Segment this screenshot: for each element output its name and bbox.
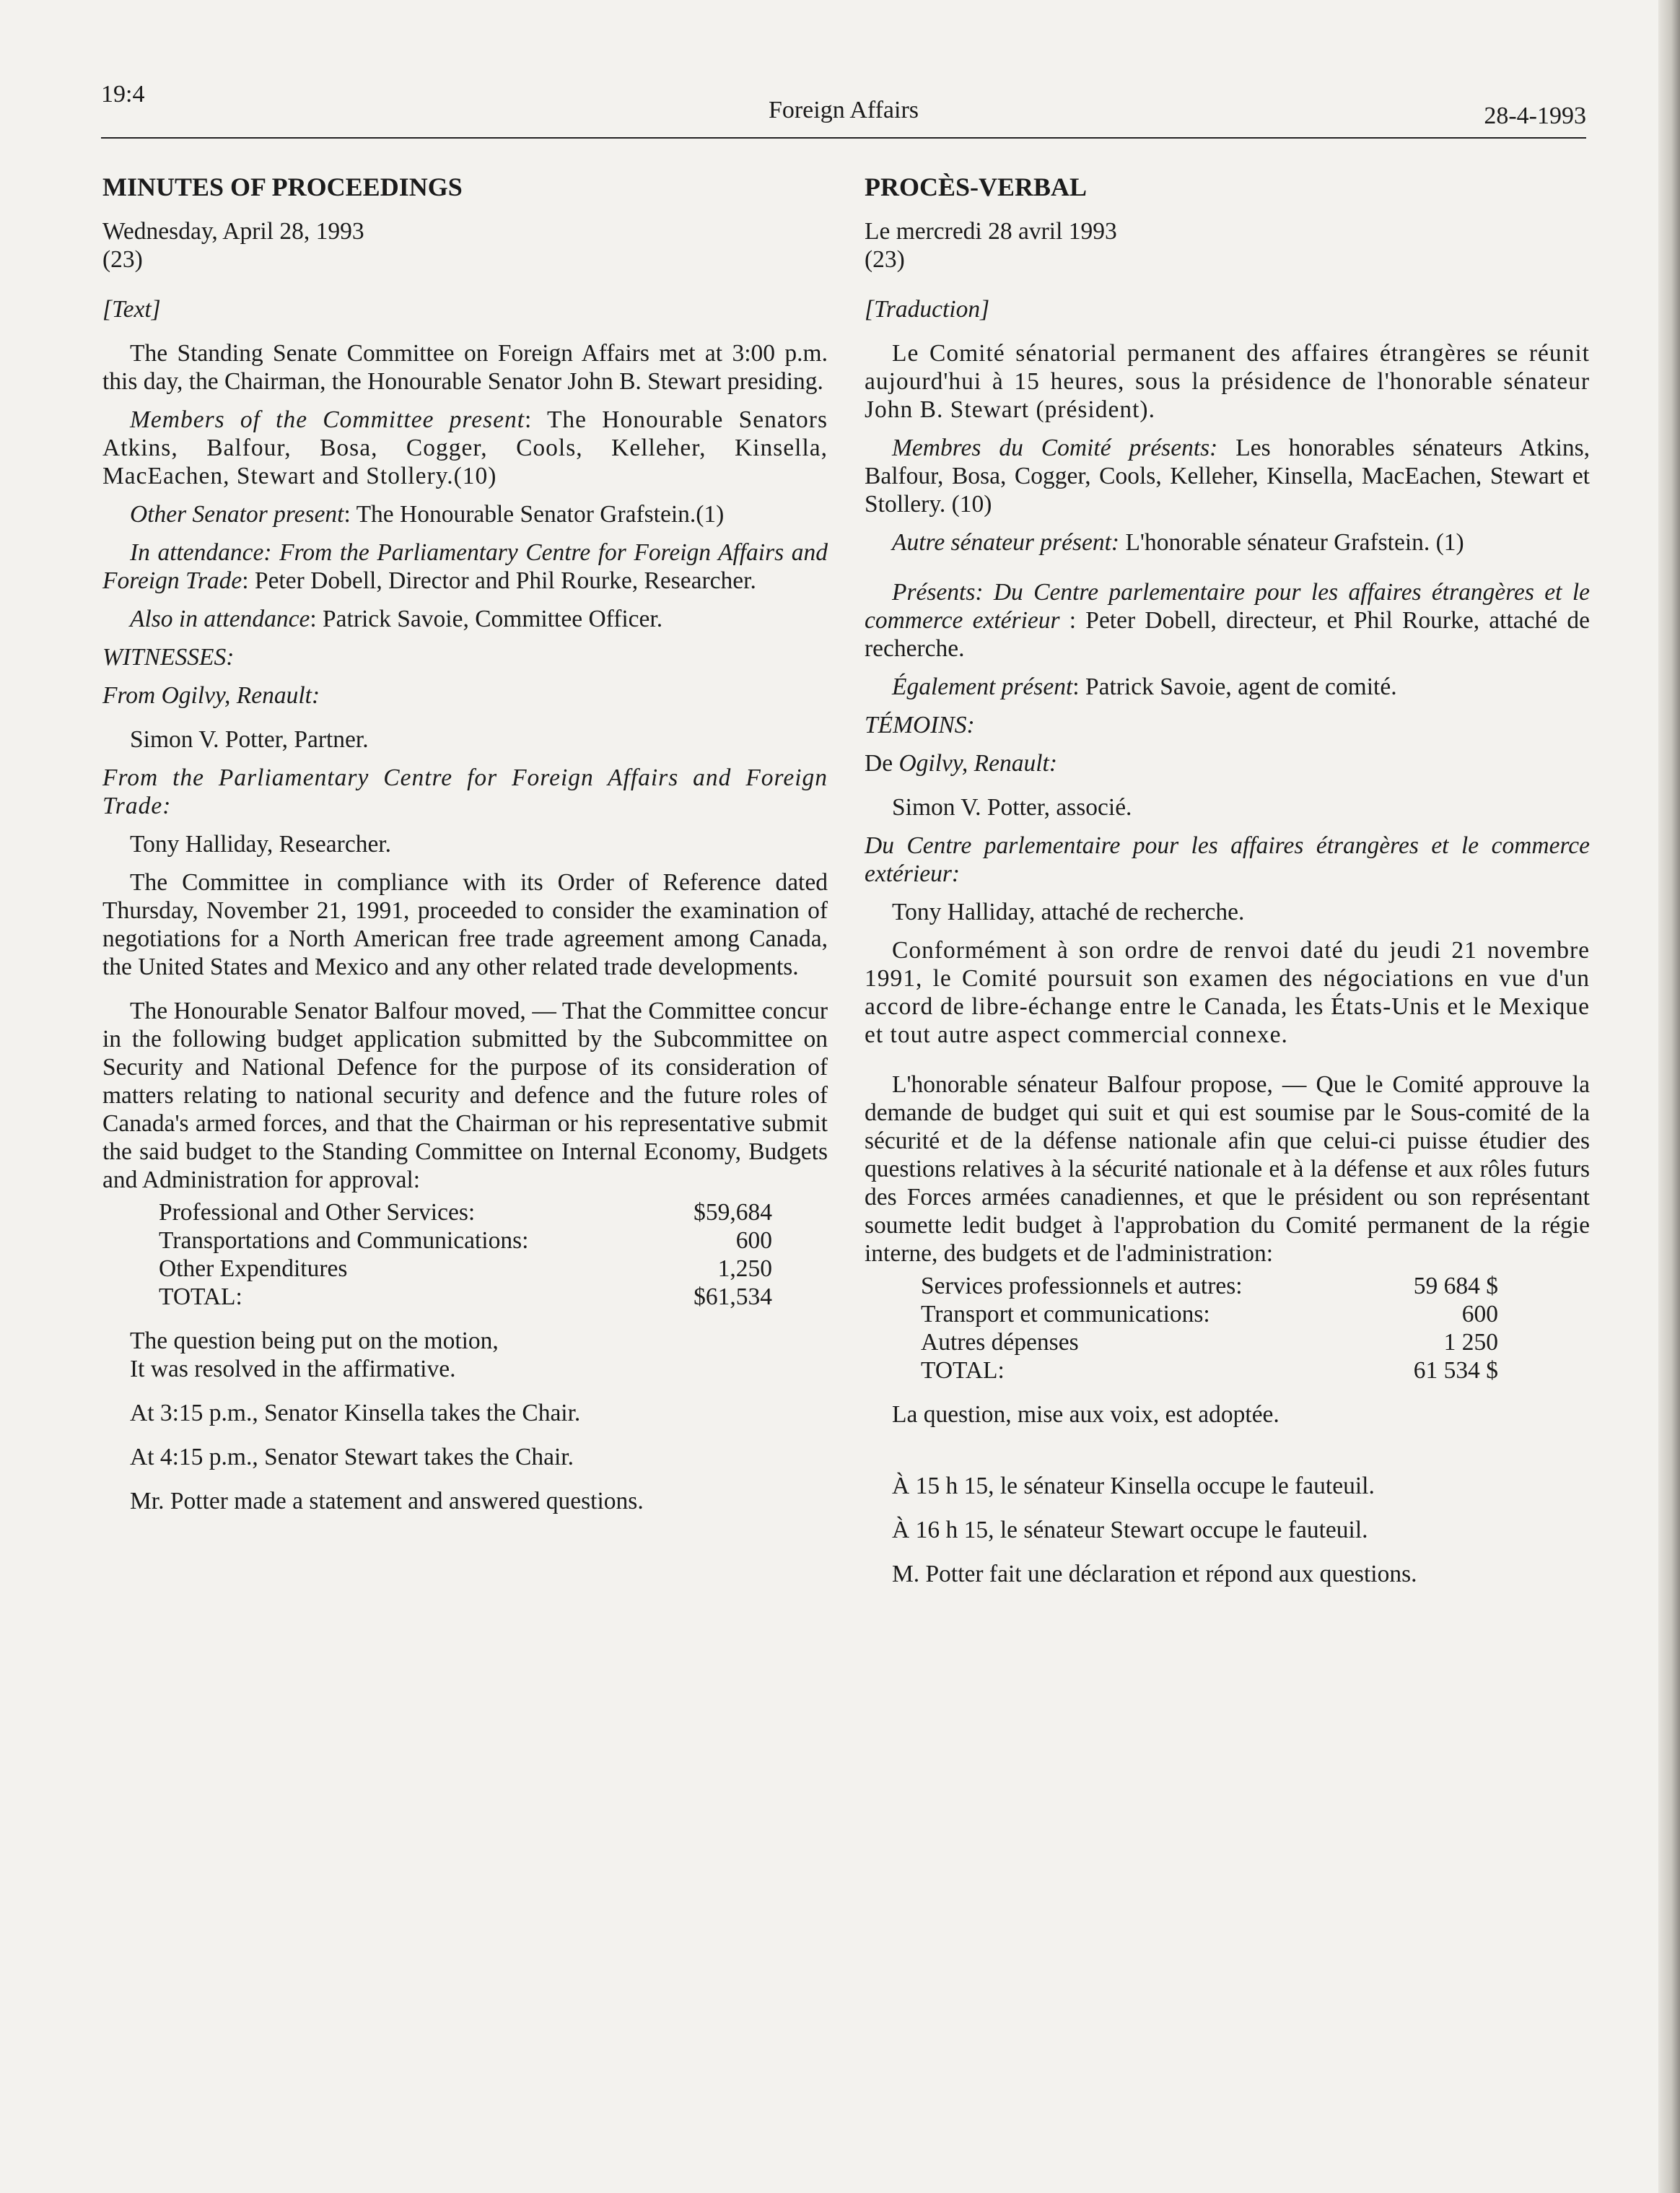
other-label: Other Senator present bbox=[130, 501, 344, 528]
witnesses-heading: WITNESSES: bbox=[102, 644, 235, 671]
chair-change-2: At 4:15 p.m., Senator Stewart takes the Chair. bbox=[130, 1444, 574, 1470]
budget-table-fr bbox=[921, 1272, 1498, 1385]
other-label-fr: Autre sénateur présent: bbox=[892, 529, 1120, 556]
witnesses-heading-fr: TÉMOINS: bbox=[865, 712, 975, 738]
witness-halliday: Tony Halliday, Researcher. bbox=[130, 831, 391, 858]
issue-date: 28-4-1993 bbox=[1484, 103, 1586, 129]
members-label-fr: Membres du Comité présents: bbox=[892, 435, 1218, 461]
also-text-fr: : Patrick Savoie, agent de comité. bbox=[1072, 673, 1397, 700]
from-ogilvy: From Ogilvy, Renault: bbox=[102, 682, 320, 709]
members-label: Members of the Committee present bbox=[130, 406, 525, 433]
budget-table bbox=[159, 1198, 772, 1311]
attendance-org: : From the Parliamentary Centre for Foreign Affairs and Foreign Trade bbox=[102, 539, 828, 594]
witness-potter: Simon V. Potter, Partner. bbox=[130, 726, 369, 753]
other-senator bbox=[102, 500, 828, 528]
members-present bbox=[102, 406, 828, 490]
issue-number: (23) bbox=[102, 246, 143, 273]
statement-line: Mr. Potter made a statement and answered questions. bbox=[130, 1488, 644, 1514]
chair-change-2-fr: À 16 h 15, le sénateur Stewart occupe le fauteuil. bbox=[892, 1517, 1368, 1543]
in-attendance bbox=[102, 539, 828, 595]
witness-potter-fr: Simon V. Potter, associé. bbox=[892, 794, 1132, 821]
running-head bbox=[101, 81, 1586, 139]
budget-total-row: TOTAL: 61 534 $ bbox=[921, 1357, 1498, 1384]
also-label-fr: Également présent bbox=[892, 673, 1073, 700]
publication-title: Foreign Affairs bbox=[768, 97, 919, 123]
budget-row: Transportations and Communications: 600 bbox=[159, 1227, 772, 1254]
budget-row: Services professionnels et autres: 59 684 $ bbox=[921, 1273, 1498, 1299]
other-text: : The Honourable Senator Grafstein.(1) bbox=[344, 501, 725, 528]
members-text: : The Honourable Senators Atkins, Balfour, Bosa, Cogger, Cools, Kelleher, Kinsella, MacEachen, Stewart and Stollery.(10) bbox=[102, 406, 828, 489]
members-text-fr: Les honorables sénateurs Atkins, Balfour, Bosa, Cogger, Cools, Kelleher, Kinsella, MacEachen, Stewart et Stollery. (10) bbox=[865, 435, 1591, 518]
question-fr: La question, mise aux voix, est adoptée. bbox=[892, 1401, 1279, 1428]
question-line-2: It was resolved in the affirmative. bbox=[130, 1356, 456, 1382]
present-fr bbox=[865, 578, 1590, 663]
chair-change-1: At 3:15 p.m., Senator Kinsella takes the Chair. bbox=[130, 1400, 581, 1426]
french-column bbox=[865, 173, 1590, 1588]
text-note: [Text] bbox=[102, 296, 161, 323]
meeting-paragraph-fr: Le Comité sénatorial permanent des affaires étrangères se réunit aujourd'hui à 15 heures, sous la présidence de l'honorable sénateur John B. Stewart (président). bbox=[865, 340, 1590, 423]
meeting-date-fr: Le mercredi 28 avril 1993 bbox=[865, 218, 1117, 245]
reference-paragraph: The Committee in compliance with its Order of Reference dated Thursday, November 21, 1991, proceeded to consider the examination of negotiations for a North American free trade agreement among Canada, the United States and Mexico and any other related trade developments. bbox=[102, 869, 828, 980]
present-text-fr: : Peter Dobell, directeur, et Phil Rourke, attaché de recherche. bbox=[865, 607, 1590, 662]
motion-paragraph-fr: L'honorable sénateur Balfour propose, — Que le Comité approuve la demande de budget qui suit et qui est soumise par le Sous-comité de la sécurité et de la défense nationale afin que celui-ci puisse étudier des questions relatives à la sécurité nationale et à la défense et aux rôles futurs des Forces armées canadiennes, et que le président ou son représentant soumette ledit budget à l'approbation du Comité permanent de la régie interne, des budgets et de l'administration: bbox=[865, 1071, 1590, 1267]
also-label: Also in attendance bbox=[130, 606, 310, 632]
ogilvy-name-fr: Ogilvy, Renault: bbox=[898, 750, 1057, 777]
also-present-fr bbox=[865, 673, 1590, 701]
budget-row: Other Expenditures 1,250 bbox=[159, 1255, 772, 1282]
proces-verbal-heading: PROCÈS-VERBAL bbox=[865, 173, 1088, 201]
other-text-fr: L'honorable sénateur Grafstein. (1) bbox=[1119, 529, 1464, 556]
from-centre-fr: Du Centre parlementaire pour les affaires étrangères et le commerce extérieur: bbox=[865, 832, 1590, 887]
budget-row: Professional and Other Services: $59,684 bbox=[159, 1199, 772, 1226]
chair-change-1-fr: À 15 h 15, le sénateur Kinsella occupe le fauteuil. bbox=[892, 1473, 1375, 1499]
page-number: 19:4 bbox=[101, 81, 145, 108]
from-ogilvy-fr bbox=[865, 749, 1590, 777]
attendance-text: : Peter Dobell, Director and Phil Rourke, Researcher. bbox=[242, 567, 756, 594]
minutes-heading: MINUTES OF PROCEEDINGS bbox=[102, 173, 463, 201]
page-edge bbox=[1658, 0, 1680, 2193]
present-org-fr: Présents: Du Centre parlementaire pour les affaires étrangères et le commerce extérieur bbox=[865, 579, 1590, 634]
question-line-1: The question being put on the motion, bbox=[130, 1327, 499, 1354]
reference-paragraph-fr: Conformément à son ordre de renvoi daté du jeudi 21 novembre 1991, le Comité poursuit son examen des négociations en vue d'un accord de libre-échange entre le Canada, les États-Unis et le Mexique et tout autre aspect commercial connexe. bbox=[865, 937, 1590, 1048]
meeting-paragraph: The Standing Senate Committee on Foreign Affairs met at 3:00 p.m. this day, the Chairman, the Honourable Senator John B. Stewart presiding. bbox=[102, 340, 828, 395]
de-label: De bbox=[865, 750, 899, 777]
meeting-date: Wednesday, April 28, 1993 bbox=[102, 218, 364, 245]
budget-row: Transport et communications: 600 bbox=[921, 1301, 1498, 1327]
from-centre: From the Parliamentary Centre for Foreign Affairs and Foreign Trade: bbox=[102, 764, 828, 819]
budget-total-row: TOTAL: $61,534 bbox=[159, 1283, 772, 1310]
attendance-label: In attendance bbox=[130, 539, 264, 566]
issue-number-fr: (23) bbox=[865, 246, 905, 273]
other-senator-fr bbox=[865, 528, 1590, 557]
english-column bbox=[102, 173, 828, 1515]
also-text: : Patrick Savoie, Committee Officer. bbox=[310, 606, 663, 632]
translation-note: [Traduction] bbox=[865, 296, 990, 323]
members-present-fr bbox=[865, 434, 1590, 518]
budget-row: Autres dépenses 1 250 bbox=[921, 1329, 1498, 1356]
statement-line-fr: M. Potter fait une déclaration et répond aux questions. bbox=[892, 1561, 1417, 1587]
witness-halliday-fr: Tony Halliday, attaché de recherche. bbox=[892, 899, 1245, 925]
motion-paragraph: The Honourable Senator Balfour moved, — That the Committee concur in the following budget application submitted by the Subcommittee on Security and National Defence for the purpose of its consideration of matters relating to national security and defence and the future roles of Canada's armed forces, and that the Chairman or his representative submit the said budget to the Standing Committee on Internal Economy, Budgets and Administration for approval: bbox=[102, 998, 828, 1193]
also-in-attendance bbox=[102, 605, 828, 633]
